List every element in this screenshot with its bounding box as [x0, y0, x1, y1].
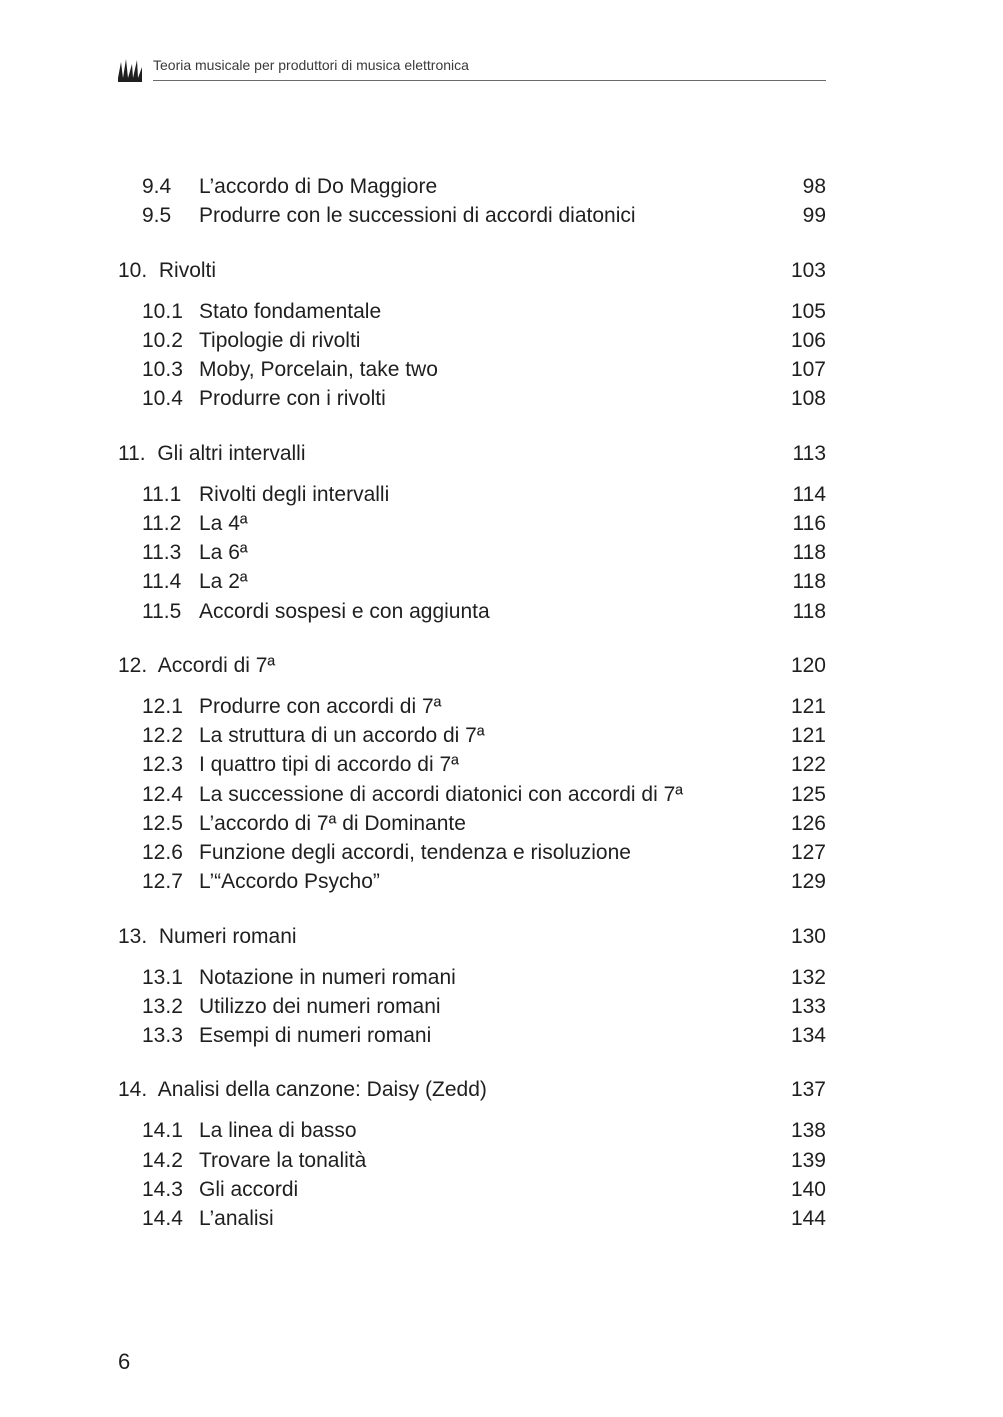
section-page: 99 — [802, 204, 826, 228]
chapter-number: 14. — [118, 1078, 148, 1102]
section-title: Moby, Porcelain, take two — [199, 358, 438, 381]
section-title: Gli accordi — [199, 1177, 299, 1201]
section-title: La struttura di un accordo di 7ª — [199, 724, 485, 747]
toc-section-row — [118, 692, 826, 721]
section-title: Rivolti degli intervalli — [199, 482, 390, 506]
section-page: 118 — [792, 570, 826, 594]
chapter-label — [118, 1075, 487, 1104]
section-page: 139 — [790, 1148, 826, 1172]
section-title: I quattro tipi di accordo di 7ª — [199, 753, 459, 777]
section-number: 10.1 — [142, 299, 183, 323]
section-number: 13.3 — [142, 1024, 183, 1047]
toc-leading-sections — [118, 172, 826, 231]
chapter-label — [118, 651, 275, 680]
section-title: L’“Accordo Psycho” — [199, 870, 380, 894]
toc-chapter — [118, 922, 826, 1051]
section-page: 126 — [790, 811, 826, 835]
section-page: 118 — [792, 599, 826, 623]
toc-chapter — [118, 1075, 826, 1233]
section-number: 12.5 — [142, 811, 183, 835]
chapter-heading — [118, 922, 826, 951]
section-title: La linea di basso — [199, 1119, 357, 1143]
section-page: 114 — [792, 482, 826, 506]
publisher-logo-icon — [118, 58, 142, 82]
toc-section-row — [118, 384, 826, 413]
toc-section-row — [118, 1204, 826, 1233]
chapter-label — [118, 256, 216, 285]
chapter-heading — [118, 439, 826, 468]
section-page: 106 — [790, 328, 826, 352]
chapter-title: Numeri romani — [158, 924, 297, 948]
toc-section-row — [118, 750, 826, 779]
toc-section-row — [118, 809, 826, 838]
chapter-title: Accordi di 7ª — [157, 653, 276, 677]
toc-section-row — [118, 201, 826, 230]
section-title: La 6ª — [199, 541, 248, 564]
section-page: 108 — [790, 387, 826, 411]
header-rule — [153, 80, 826, 81]
toc-section-row — [118, 1021, 826, 1050]
section-page: 132 — [790, 965, 826, 989]
toc-section-row — [118, 509, 826, 538]
section-title: Stato fondamentale — [199, 299, 382, 323]
toc-section-row — [118, 992, 826, 1021]
section-page: 127 — [790, 841, 826, 864]
toc-chapter — [118, 256, 826, 414]
chapter-number: 12. — [118, 653, 148, 677]
toc-section-row — [118, 1116, 826, 1145]
section-number: 11.2 — [142, 511, 182, 535]
section-title: Produrre con accordi di 7ª — [199, 694, 442, 718]
section-page: 144 — [790, 1207, 826, 1230]
section-title: Esempi di numeri romani — [199, 1024, 432, 1047]
section-number: 11.1 — [142, 482, 182, 506]
section-page: 98 — [802, 175, 826, 198]
section-page: 105 — [790, 299, 826, 323]
chapter-number: 11. — [118, 441, 146, 465]
section-number: 13.1 — [142, 965, 183, 989]
toc-chapter — [118, 439, 826, 626]
section-page: 140 — [790, 1177, 826, 1201]
chapter-page: 130 — [790, 924, 826, 948]
toc-section-row — [118, 480, 826, 509]
section-number: 14.4 — [142, 1207, 183, 1230]
chapter-number: 13. — [118, 924, 148, 948]
section-number: 10.4 — [142, 387, 183, 411]
section-title: Accordi sospesi e con aggiunta — [199, 599, 490, 623]
section-title: Notazione in numeri romani — [199, 965, 456, 989]
toc-section-row — [118, 721, 826, 750]
section-page: 122 — [790, 753, 826, 777]
section-title: Produrre con le successioni di accordi diatonici — [199, 204, 636, 228]
toc-section-row — [118, 355, 826, 384]
section-number: 12.4 — [142, 782, 183, 806]
section-number: 14.3 — [142, 1177, 183, 1201]
toc-section-row — [118, 172, 826, 201]
section-title: L’accordo di 7ª di Dominante — [199, 811, 466, 835]
toc-section-row — [118, 867, 826, 896]
section-number: 12.3 — [142, 753, 183, 777]
toc-section-row — [118, 838, 826, 867]
section-page: 125 — [790, 782, 826, 806]
section-title: La successione di accordi diatonici con accordi di 7ª — [199, 782, 684, 806]
toc-chapter — [118, 651, 826, 897]
section-page: 121 — [790, 724, 826, 747]
toc-section-row — [118, 326, 826, 355]
section-page: 121 — [790, 694, 826, 718]
toc-section-row — [118, 1175, 826, 1204]
toc-section-row — [118, 963, 826, 992]
section-number: 13.2 — [142, 994, 183, 1018]
chapter-title: Rivolti — [158, 258, 217, 282]
section-title: Utilizzo dei numeri romani — [199, 994, 441, 1018]
section-number: 11.5 — [142, 599, 182, 623]
table-of-contents — [118, 172, 826, 1258]
toc-section-row — [118, 1146, 826, 1175]
section-page: 134 — [790, 1024, 826, 1047]
section-title: Produrre con i rivolti — [199, 387, 386, 411]
chapter-heading — [118, 1075, 826, 1104]
section-title: L’accordo di Do Maggiore — [199, 175, 438, 198]
section-page: 107 — [790, 358, 826, 381]
chapter-page: 137 — [790, 1078, 826, 1102]
section-title: La 2ª — [199, 570, 248, 594]
chapter-title: Gli altri intervalli — [157, 441, 306, 465]
section-number: 14.2 — [142, 1148, 183, 1172]
chapter-label — [118, 439, 306, 468]
running-header — [118, 55, 826, 83]
section-title: Tipologie di rivolti — [199, 328, 361, 352]
chapter-number: 10. — [118, 258, 148, 282]
section-number: 10.2 — [142, 328, 183, 352]
section-number: 12.7 — [142, 870, 183, 894]
chapter-heading — [118, 256, 826, 285]
toc-section-row — [118, 567, 826, 596]
section-page: 116 — [792, 511, 826, 535]
section-page: 118 — [792, 541, 826, 564]
chapter-title: Analisi della canzone: Daisy (Zedd) — [157, 1078, 487, 1102]
section-number: 11.3 — [142, 541, 182, 564]
section-page: 133 — [790, 994, 826, 1018]
toc-section-row — [118, 597, 826, 626]
section-number: 11.4 — [142, 570, 182, 594]
section-title: Trovare la tonalità — [199, 1148, 367, 1172]
section-number: 12.6 — [142, 841, 183, 864]
section-title: Funzione degli accordi, tendenza e risoluzione — [199, 841, 631, 864]
section-number: 12.2 — [142, 724, 183, 747]
section-number: 9.5 — [142, 204, 172, 228]
chapter-heading — [118, 651, 826, 680]
chapter-page: 103 — [790, 258, 826, 282]
section-number: 12.1 — [142, 694, 183, 718]
toc-section-row — [118, 538, 826, 567]
section-number: 9.4 — [142, 175, 172, 198]
chapter-page: 113 — [792, 441, 826, 465]
header-title: Teoria musicale per produttori di musica elettronica — [153, 57, 469, 73]
section-number: 14.1 — [142, 1119, 183, 1143]
toc-section-row — [118, 297, 826, 326]
toc-section-row — [118, 780, 826, 809]
chapter-label — [118, 922, 297, 951]
chapter-page: 120 — [790, 653, 826, 677]
section-title: La 4ª — [199, 511, 248, 535]
section-number: 10.3 — [142, 358, 183, 381]
section-page: 129 — [790, 870, 826, 894]
section-title: L’analisi — [199, 1207, 274, 1230]
section-page: 138 — [790, 1119, 826, 1143]
page-number: 6 — [118, 1349, 131, 1374]
